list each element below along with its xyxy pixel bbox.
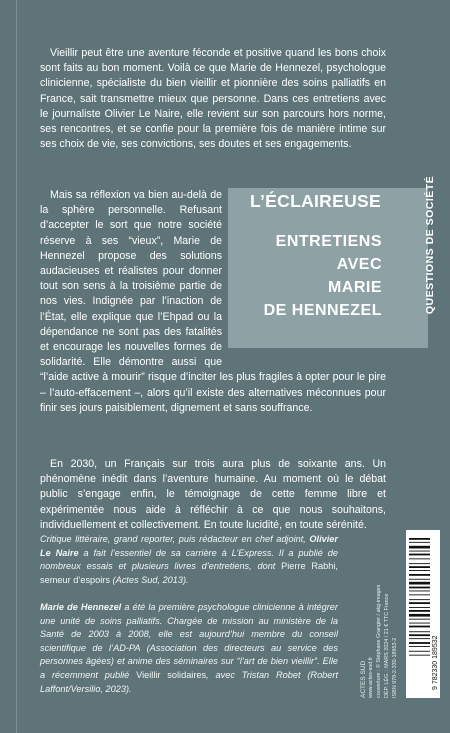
collection-label-text: QUESTIONS DE SOCIÉTÉ [424, 175, 436, 315]
cover-edge-line [16, 0, 17, 733]
body-paragraph-2: En 2030, un Français sur trois aura plus de soixante ans. Un phénomène inédit dans l’aventure humaine. Au moment où le débat public s’engage enfin, le témoignage de cette femme libre et expérimentée nous aide à réfléchir à ce que nous souhaitons, individuellement et collectivement. En toute lucidité, en toute sérénité. [40, 458, 386, 531]
bio2-text-b: , avec Tristan Robet (Robert Laffont/Versilio, 2023). [40, 669, 339, 694]
publisher-name: ACTES SUD [360, 660, 367, 698]
intro-paragraph: Vieillir peut être une aventure féconde et positive quand les bons choix sont faits au bon moment. Voilà ce que Marie de Hennezel, psychologue clinicienne, spécialiste du bien vieillir et pionnière des soins palliatifs en France, sait transmettre mieux que personne. Dans ces entretiens avec le journaliste Olivier Le Naire, elle revient sur son parcours hors norme, ses rencontres, et se confie pour la première fois de manière intime sur ses choix de vie, ses convictions, ses doutes et ses engagements. [40, 47, 386, 151]
barcode-icon [406, 530, 440, 698]
author-bio-marie [40, 601, 338, 696]
barcode-area [358, 530, 440, 700]
author-bio-olivier [40, 533, 338, 587]
bio1-text-b: a fait l’essentiel de sa carrière à L’Express. Il a publié de nombreux essais et plusieurs livres d’entretiens, dont [40, 547, 339, 572]
subtitle-line-4: DE HENNEZEL [263, 302, 382, 319]
legal-notice [358, 530, 404, 700]
subtitle-line-3: MARIE [327, 279, 382, 296]
bio1-text-a: Critique littéraire, grand reporter, puis rédacteur en chef adjoint, [40, 534, 310, 544]
collection-label [416, 168, 444, 322]
body-paragraph-1 [40, 188, 386, 416]
book-subtitle [232, 230, 382, 322]
bio2-name: Marie de Hennezel [40, 602, 122, 612]
bio2-text-a: a été la première psychologue clinicienne à intégrer une unité de soins palliatifs. Chargée de mission au ministère de la Santé de 2003 à 2008, elle est aujourd’hui membre du conseil scientifique de l’AD-PA (Association des directeurs au service des personnes âgées) et anime des séminaires sur “l’art de bien vieillir”. Elle a récemment publié [40, 602, 338, 680]
subtitle-line-2: AVEC [336, 256, 382, 273]
body-paragraph-1-text: Mais sa réflexion va bien au-delà de la sphère personnelle. Refusant d’accepter le sort que notre société réserve à ses “vieux”, Marie de Hennezel propose des solutions audacieuses et réalistes pour donner tout son sens à la troisième partie de nos vies. Indignée par l’inaction de l’État, elle explique que l’Ehpad ou la dépendance ne sont pas des fatalités et encourage les nouvelles formes de solidarité. Elle démontre aussi que “l’aide active à mourir” risque d’inciter les plus fragiles à opter pour le pire – l’auto-effacement –, alors qu’il existe des alternatives méconnues pour finir ses jours paisiblement, dignement et sans souffrance. [40, 189, 386, 414]
publisher-website: www.actes-sud.fr [368, 656, 374, 698]
isbn: ISBN 978-2-330-18953-2 [392, 637, 398, 698]
book-title: L’ÉCLAIREUSE [250, 191, 381, 211]
cover-credit: couverture : © Stéphane Grangier / akg-images [376, 584, 382, 698]
legal-deposit: DÉP. LÉG. : MARS 2024 / 21 € TTC France [384, 593, 390, 698]
subtitle-line-1: ENTRETIENS [275, 233, 382, 250]
title-block [228, 188, 386, 364]
barcode-digits: 9 782330 189532 [432, 635, 439, 690]
bio1-text-c: (Actes Sud, 2013). [109, 574, 189, 585]
bio2-book: Vieillir solidaires [136, 669, 207, 680]
bio1-name: Olivier Le Naire [40, 534, 338, 558]
bio1-book: Pierre Rabhi, semeur d’espoirs [40, 561, 338, 585]
